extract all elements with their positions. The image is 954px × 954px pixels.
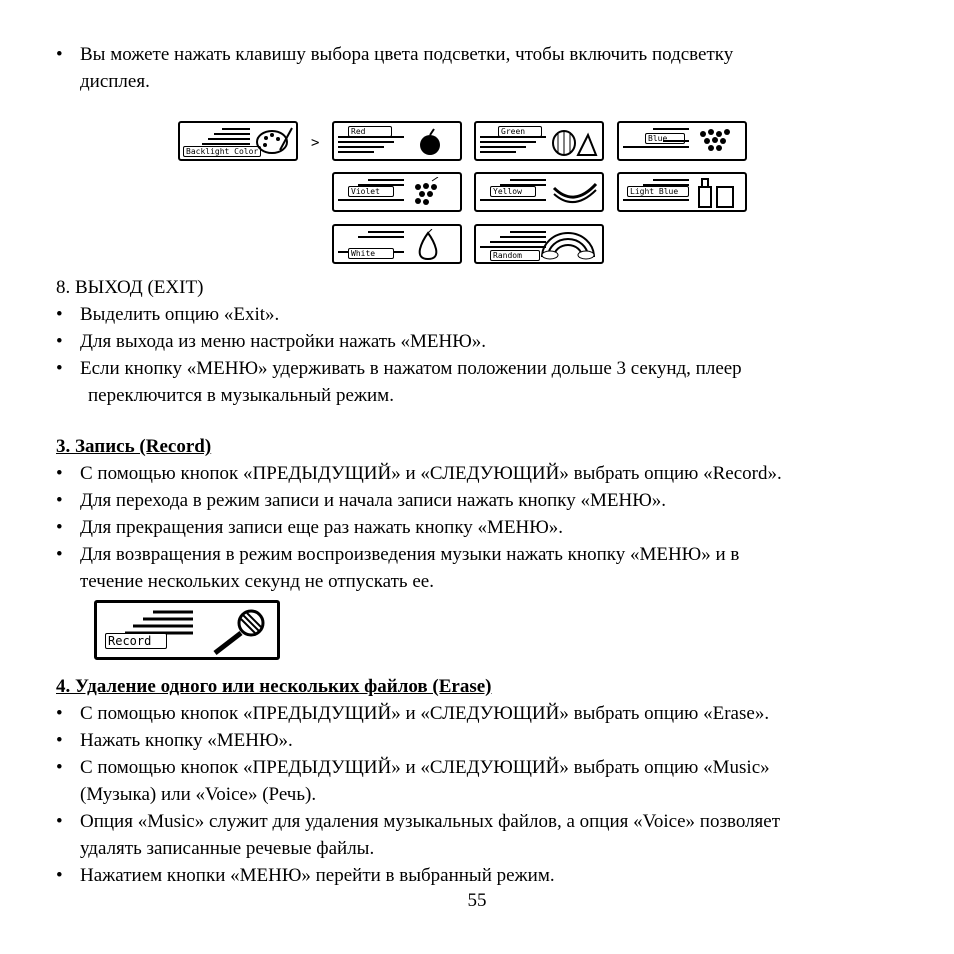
erase-bullet-5: Нажатием кнопки «МЕНЮ» перейти в выбранный режим.	[80, 865, 555, 886]
stripes-graphic	[338, 135, 406, 155]
lcd-option-light-blue	[617, 172, 747, 212]
lcd-option-random	[474, 224, 604, 264]
bullet-dot: •	[56, 490, 63, 511]
record-bullet-2: Для перехода в режим записи и начала записи нажать кнопку «МЕНЮ».	[80, 490, 667, 511]
bullet-dot: •	[56, 463, 63, 484]
bullet-dot: •	[56, 865, 63, 886]
pear-icon	[414, 229, 444, 261]
stripes-graphic	[623, 127, 691, 151]
erase-bullet-4: Опция «Music» служит для удаления музыкальных файлов, а опция «Voice» позволяет	[80, 811, 781, 832]
intro-line-1: Вы можете нажать клавишу выбора цвета подсветки, чтобы включить подсветку	[80, 44, 734, 65]
record-bullet-3: Для прекращения записи еще раз нажать кнопку «МЕНЮ».	[80, 517, 564, 538]
lcd-label-light-blue: Light Blue	[627, 186, 689, 197]
exit-bullet-3-cont: переключится в музыкальный режим.	[88, 385, 394, 406]
exit-bullet-3: Если кнопку «МЕНЮ» удерживать в нажатом положении дольше 3 секунд, плеер	[80, 358, 742, 379]
record-bullet-1: С помощью кнопок «ПРЕДЫДУЩИЙ» и «СЛЕДУЮЩИЙ» выбрать опцию «Record».	[80, 463, 782, 484]
palette-icon	[254, 126, 294, 156]
microphone-icon	[207, 607, 271, 655]
erase-bullet-3: С помощью кнопок «ПРЕДЫДУЩИЙ» и «СЛЕДУЮЩИЙ» выбрать опцию «Music»	[80, 757, 770, 778]
lcd-option-yellow	[474, 172, 604, 212]
apple-icon	[416, 127, 446, 157]
bullet-dot: •	[56, 811, 63, 832]
record-bullet-4-cont: течение нескольких секунд не отпускать ее.	[80, 571, 434, 592]
bullet-dot: •	[56, 358, 63, 379]
lcd-label-violet: Violet	[348, 186, 394, 197]
record-bullet-4: Для возвращения в режим воспроизведения музыки нажать кнопку «МЕНЮ» и в	[80, 544, 740, 565]
bullet-dot: •	[56, 304, 63, 325]
lcd-label-green: Green	[498, 126, 542, 137]
lcd-option-red	[332, 121, 462, 161]
bullet-dot: •	[56, 544, 63, 565]
lcd-option-white	[332, 224, 462, 264]
lcd-label-white: White	[348, 248, 394, 259]
exit-bullet-1: Выделить опцию «Exit».	[80, 304, 280, 325]
lcd-option-blue	[617, 121, 747, 161]
bottle-glass-icon	[695, 177, 739, 209]
erase-bullet-4-cont: удалять записанные речевые файлы.	[80, 838, 375, 859]
bullet-dot: •	[56, 703, 63, 724]
lcd-option-green	[474, 121, 604, 161]
bullet-dot: •	[56, 730, 63, 751]
bullet-dot: •	[56, 44, 63, 65]
lcd-record	[94, 600, 280, 660]
rainbow-icon	[538, 229, 598, 261]
lcd-label-yellow: Yellow	[490, 186, 536, 197]
page-number: 55	[467, 890, 487, 911]
section-title-erase: 4. Удаление одного или нескольких файлов (Erase)	[56, 676, 492, 697]
section-title-exit: 8. ВЫХОД (EXIT)	[56, 277, 204, 298]
stripes-graphic	[480, 135, 548, 155]
lcd-label-backlight: Backlight Color	[183, 146, 261, 157]
lcd-backlight-color	[178, 121, 298, 161]
lcd-label-record: Record	[105, 633, 167, 649]
intro-line-2: дисплея.	[80, 71, 150, 92]
banana-icon	[552, 180, 598, 206]
bullet-dot: •	[56, 331, 63, 352]
lcd-label-red: Red	[348, 126, 392, 137]
lcd-option-violet	[332, 172, 462, 212]
lcd-label-blue: Blue	[645, 133, 685, 144]
watermelon-icon	[550, 127, 598, 157]
bullet-dot: •	[56, 757, 63, 778]
lcd-label-random: Random	[490, 250, 540, 261]
grapes-icon	[693, 126, 741, 158]
section-title-record: 3. Запись (Record)	[56, 436, 212, 457]
arrow-glyph: >	[311, 135, 320, 151]
erase-bullet-2: Нажать кнопку «МЕНЮ».	[80, 730, 293, 751]
bullet-dot: •	[56, 517, 63, 538]
grapes-icon	[408, 177, 448, 209]
exit-bullet-2: Для выхода из меню настройки нажать «МЕНЮ».	[80, 331, 487, 352]
erase-bullet-1: С помощью кнопок «ПРЕДЫДУЩИЙ» и «СЛЕДУЮЩИЙ» выбрать опцию «Erase».	[80, 703, 770, 724]
erase-bullet-3-cont: (Музыка) или «Voice» (Речь).	[80, 784, 317, 805]
